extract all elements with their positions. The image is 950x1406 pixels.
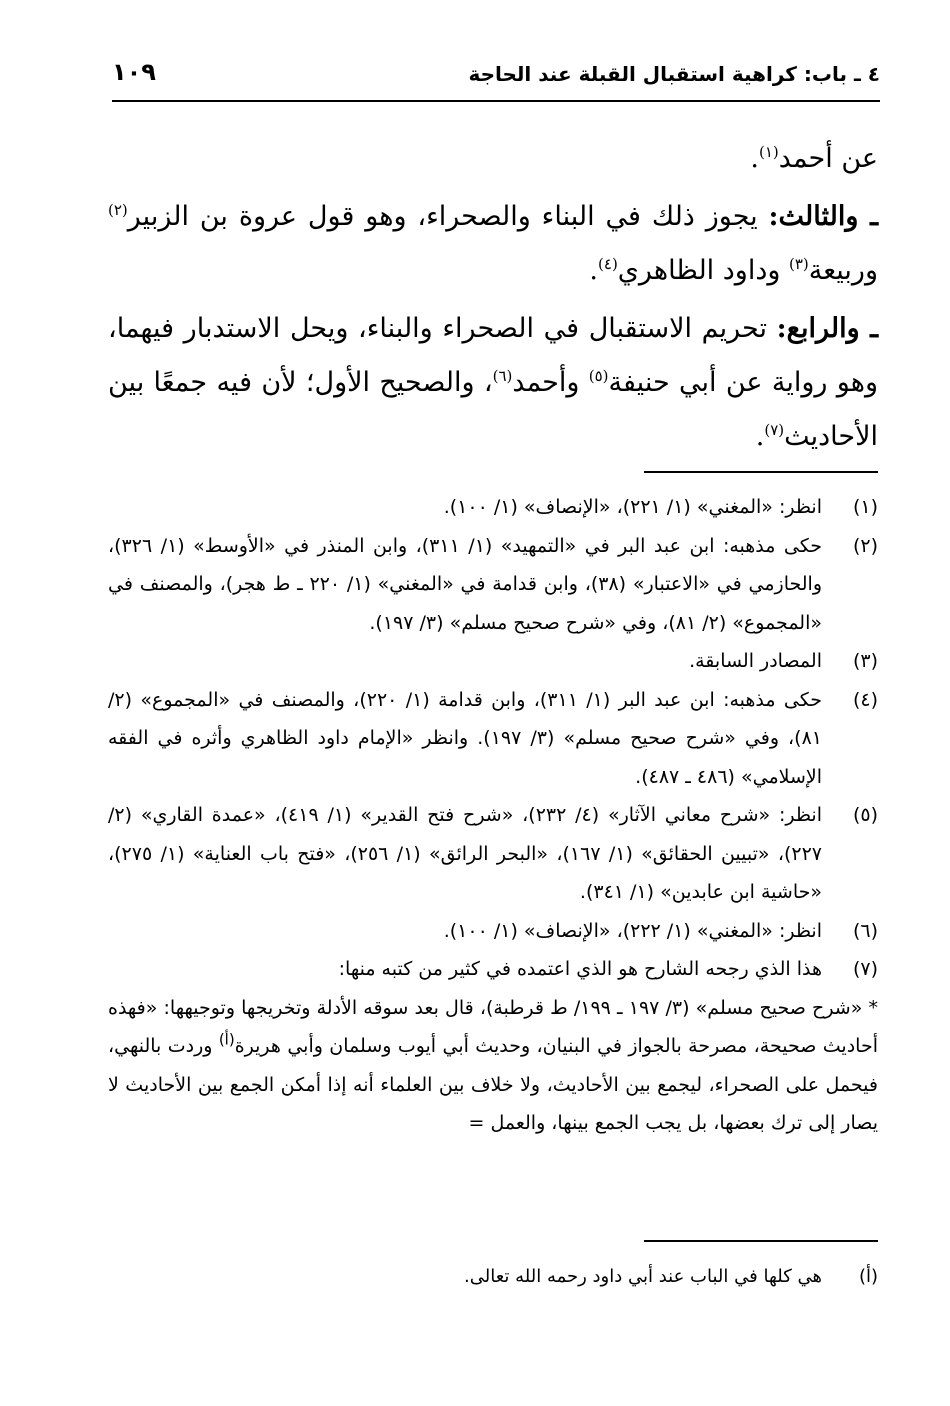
paragraph-third-opinion: ـ والثالث: يجوز ذلك في البناء والصحراء، وهو قول عروة بن الزبير$^{(٢)}$ وربيعة$^{(٣)}$ وداود الظاهري$^{(٤)}$. — [108, 201, 878, 286]
footnote-number: (٤) — [852, 688, 878, 711]
running-header — [112, 58, 880, 102]
footnote-ref: (٧) — [764, 421, 785, 439]
footnote-text: حكى مذهبه: ابن عبد البر في «التمهيد» (١/ ٣١١)، وابن المنذر في «الأوسط» (١/ ٣٢٦)، والحازمي في «الاعتبار» (٣٨)، وابن قدامة في «المغني» (١/ ٢٢٠ ـ ط هجر)، والمصنف في «المجموع» (٢/ ٨١)، وفي «شرح صحيح مسلم» (٣/ ١٩٧). — [108, 534, 822, 634]
footnote-text: انظر: «شرح معاني الآثار» (٤/ ٢٣٢)، «شرح فتح القدير» (١/ ٤١٩)، «عمدة القاري» (٢/ ٢٢٧)، «تبيين الحقائق» (١/ ١٦٧)، «البحر الرائق» (١/ ٢٥٦)، «فتح باب العناية» (١/ ٢٧٥)، «حاشية ابن عابدين» (١/ ٣٤١). — [108, 804, 822, 903]
paragraph-fourth-opinion: ـ والرابع: تحريم الاستقبال في الصحراء والبناء، ويحل الاستدبار فيهما، وهو رواية عن أبي حنيفة$^{(٥)}$ وأحمد$^{(٦)}$، والصحيح الأول؛ لأن فيه جمعًا بين الأحاديث$^{(٧)}$. — [108, 313, 879, 452]
footnote-text: انظر: «المغني» (١/ ٢٢١)، «الإنصاف» (١/ ١٠٠). — [443, 496, 822, 518]
footnote-1 — [108, 488, 878, 527]
footnote-ref: (١) — [758, 143, 779, 161]
footnote-number: (٦) — [852, 919, 878, 942]
footnote-number: (٥) — [852, 804, 878, 826]
paragraph-lead: ـ والرابع: — [776, 313, 879, 344]
footnotes — [108, 488, 878, 1143]
footnote-text: هذا الذي رجحه الشارح هو الذي اعتمده في كثير من كتبه منها: — [338, 958, 822, 980]
footnote-text: هي كلها في الباب عند أبي داود رحمه الله تعالى. — [464, 1266, 822, 1287]
footnote-number: (أ) — [858, 1266, 878, 1287]
footnote-text: المصادر السابقة. — [689, 650, 822, 672]
footnote-text: انظر: «المغني» (١/ ٢٢٢)، «الإنصاف» (١/ ١٠٠). — [443, 919, 822, 942]
footnote-number: (١) — [852, 496, 878, 518]
main-text — [108, 132, 878, 464]
sub-footnotes — [108, 1262, 878, 1292]
footnote-2 — [108, 527, 878, 643]
footnote-number: (٢) — [852, 534, 878, 557]
footnote-5 — [108, 796, 878, 912]
paragraph-lead: ـ والثالث: — [768, 201, 878, 232]
footnote-ref: (٤) — [598, 255, 618, 273]
footnote-ref: (٣) — [788, 255, 809, 273]
footnote-ref: (أ) — [218, 1030, 235, 1049]
paragraph-1: عن أحمد$^{(١)}$. — [750, 143, 878, 174]
footnote-number: (٣) — [852, 650, 878, 672]
footnote-4 — [108, 681, 878, 797]
chapter-title: ٤ ـ باب: كراهية استقبال القبلة عند الحاجة — [468, 62, 880, 86]
sub-footnote-a — [108, 1262, 878, 1292]
footnote-ref: (٦) — [492, 367, 513, 385]
footnote-separator — [644, 471, 878, 473]
footnote-number: (٧) — [852, 958, 878, 980]
footnote-text: حكى مذهبه: ابن عبد البر (١/ ٣١١)، وابن قدامة (١/ ٢٢٠)، والمصنف في «المجموع» (٢/ ٨١)، وفي «شرح صحيح مسلم» (٣/ ١٩٧). وانظر «الإمام داود الظاهري وأثره في الفقه الإسلامي» (٤٨٦ ـ ٤٨٧). — [108, 688, 822, 788]
footnote-7-continuation: * «شرح صحيح مسلم» (٣/ ١٩٧ ـ ١٩٩/ ط قرطبة)، قال بعد سوقه الأدلة وتخريجها وتوجيهها: «فهذه أحاديث صحيحة، مصرحة بالجواز في البنيان، وحديث أبي أيوب وسلمان وأبي هريرة$^{(أ)}$ وردت بالنهي، فيحمل على الصحراء، ليجمع بين الأحاديث، ولا خلاف بين العلماء أنه إذا أمكن الجمع بين الأحاديث لا يصار إلى ترك بعضها، بل يجب الجمع بينها، والعمل = — [108, 996, 878, 1134]
footnote-7 — [108, 950, 878, 989]
footnote-3 — [108, 642, 878, 681]
footnote-ref: (٥) — [588, 367, 609, 385]
page-number: ١٠٩ — [112, 58, 156, 86]
sub-footnote-separator — [644, 1240, 878, 1242]
footnote-ref: (٢) — [108, 201, 128, 219]
footnote-6 — [108, 912, 878, 951]
